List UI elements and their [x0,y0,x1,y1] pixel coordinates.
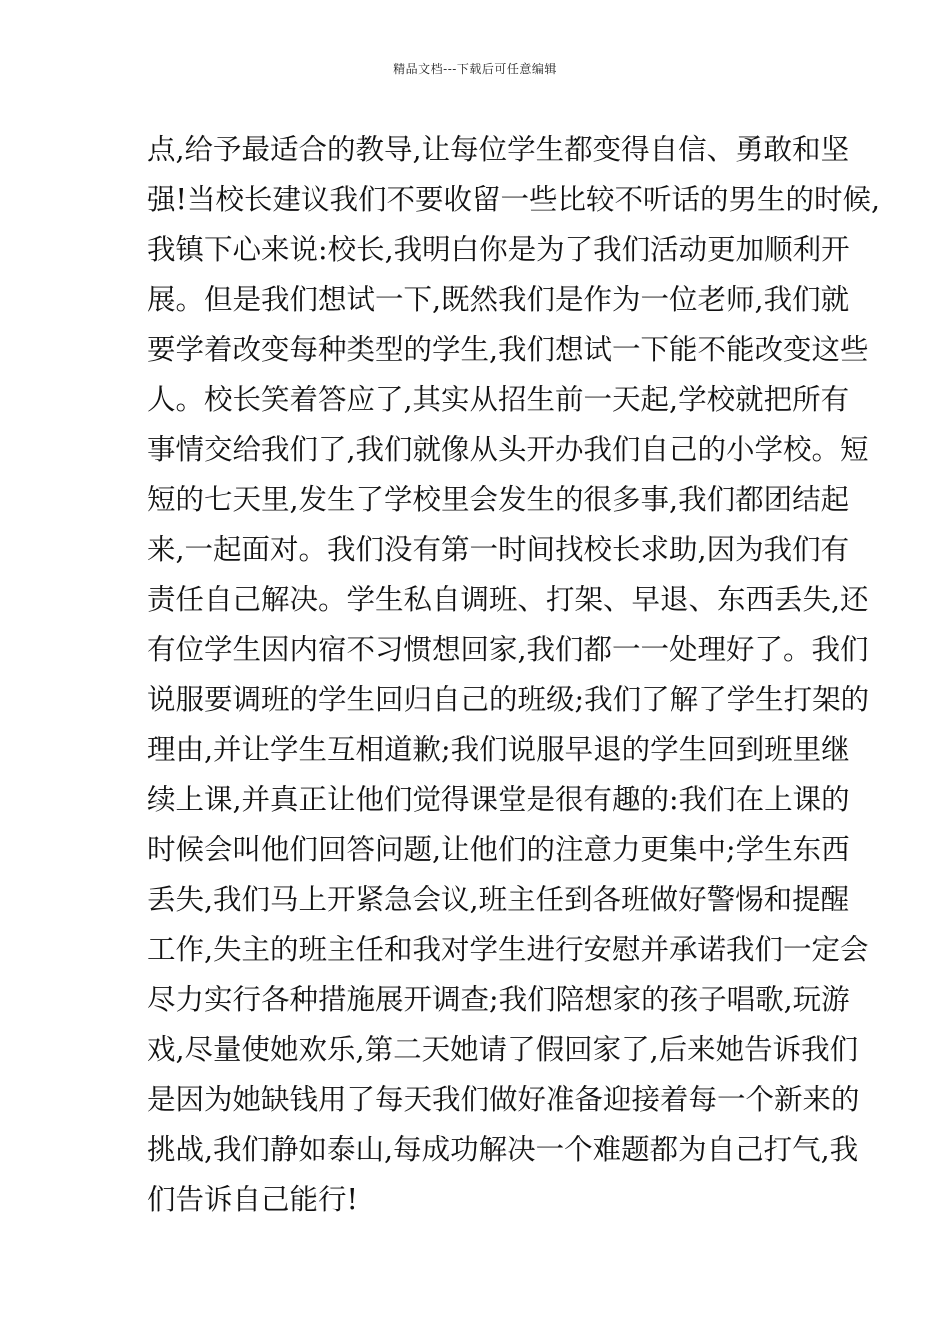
text-line: 挑战,我们静如泰山,每成功解决一个难题都为自己打气,我 [147,1133,859,1166]
text-line: 短的七天里,发生了学校里会发生的很多事,我们都团结起 [147,483,850,516]
text-line: 说服要调班的学生回归自己的班级;我们了解了学生打架的 [147,683,870,716]
text-line: 来,一起面对。我们没有第一时间找校长求助,因为我们有 [147,533,850,566]
text-line: 工作,失主的班主任和我对学生进行安慰并承诺我们一定会 [147,933,869,966]
text-line: 理由,并让学生互相道歉;我们说服早退的学生回到班里继 [147,733,850,766]
text-line: 我镇下心来说:校长,我明白你是为了我们活动更加顺利开 [147,233,850,266]
body-text [147,129,881,1229]
text-line: 戏,尽量使她欢乐,第二天她请了假回家了,后来她告诉我们 [147,1033,859,1066]
text-line: 点,给予最适合的教导,让每位学生都变得自信、勇敢和坚 [147,133,850,166]
page-header: 精品文档---下载后可任意编辑 [393,62,557,76]
text-line: 续上课,并真正让他们觉得课堂是很有趣的:我们在上课的 [147,783,850,816]
text-line: 要学着改变每种类型的学生,我们想试一下能不能改变这些 [147,333,869,366]
text-line: 人。校长笑着答应了,其实从招生前一天起,学校就把所有 [147,383,850,416]
text-line: 责任自己解决。学生私自调班、打架、早退、东西丢失,还 [147,583,869,616]
text-line: 尽力实行各种措施展开调查;我们陪想家的孩子唱歌,玩游 [147,983,850,1016]
text-line: 时候会叫他们回答问题,让他们的注意力更集中;学生东西 [147,833,850,866]
text-line: 们告诉自己能行! [147,1183,358,1216]
text-line: 强!当校长建议我们不要收留一些比较不听话的男生的时候, [147,183,881,216]
text-line: 展。但是我们想试一下,既然我们是作为一位老师,我们就 [147,283,850,316]
text-line: 事情交给我们了,我们就像从头开办我们自己的小学校。短 [147,433,869,466]
text-line: 是因为她缺钱用了每天我们做好准备迎接着每一个新来的 [147,1083,860,1116]
text-line: 有位学生因内宿不习惯想回家,我们都一一处理好了。我们 [147,633,869,666]
text-line: 丢失,我们马上开紧急会议,班主任到各班做好警惕和提醒 [147,883,850,916]
